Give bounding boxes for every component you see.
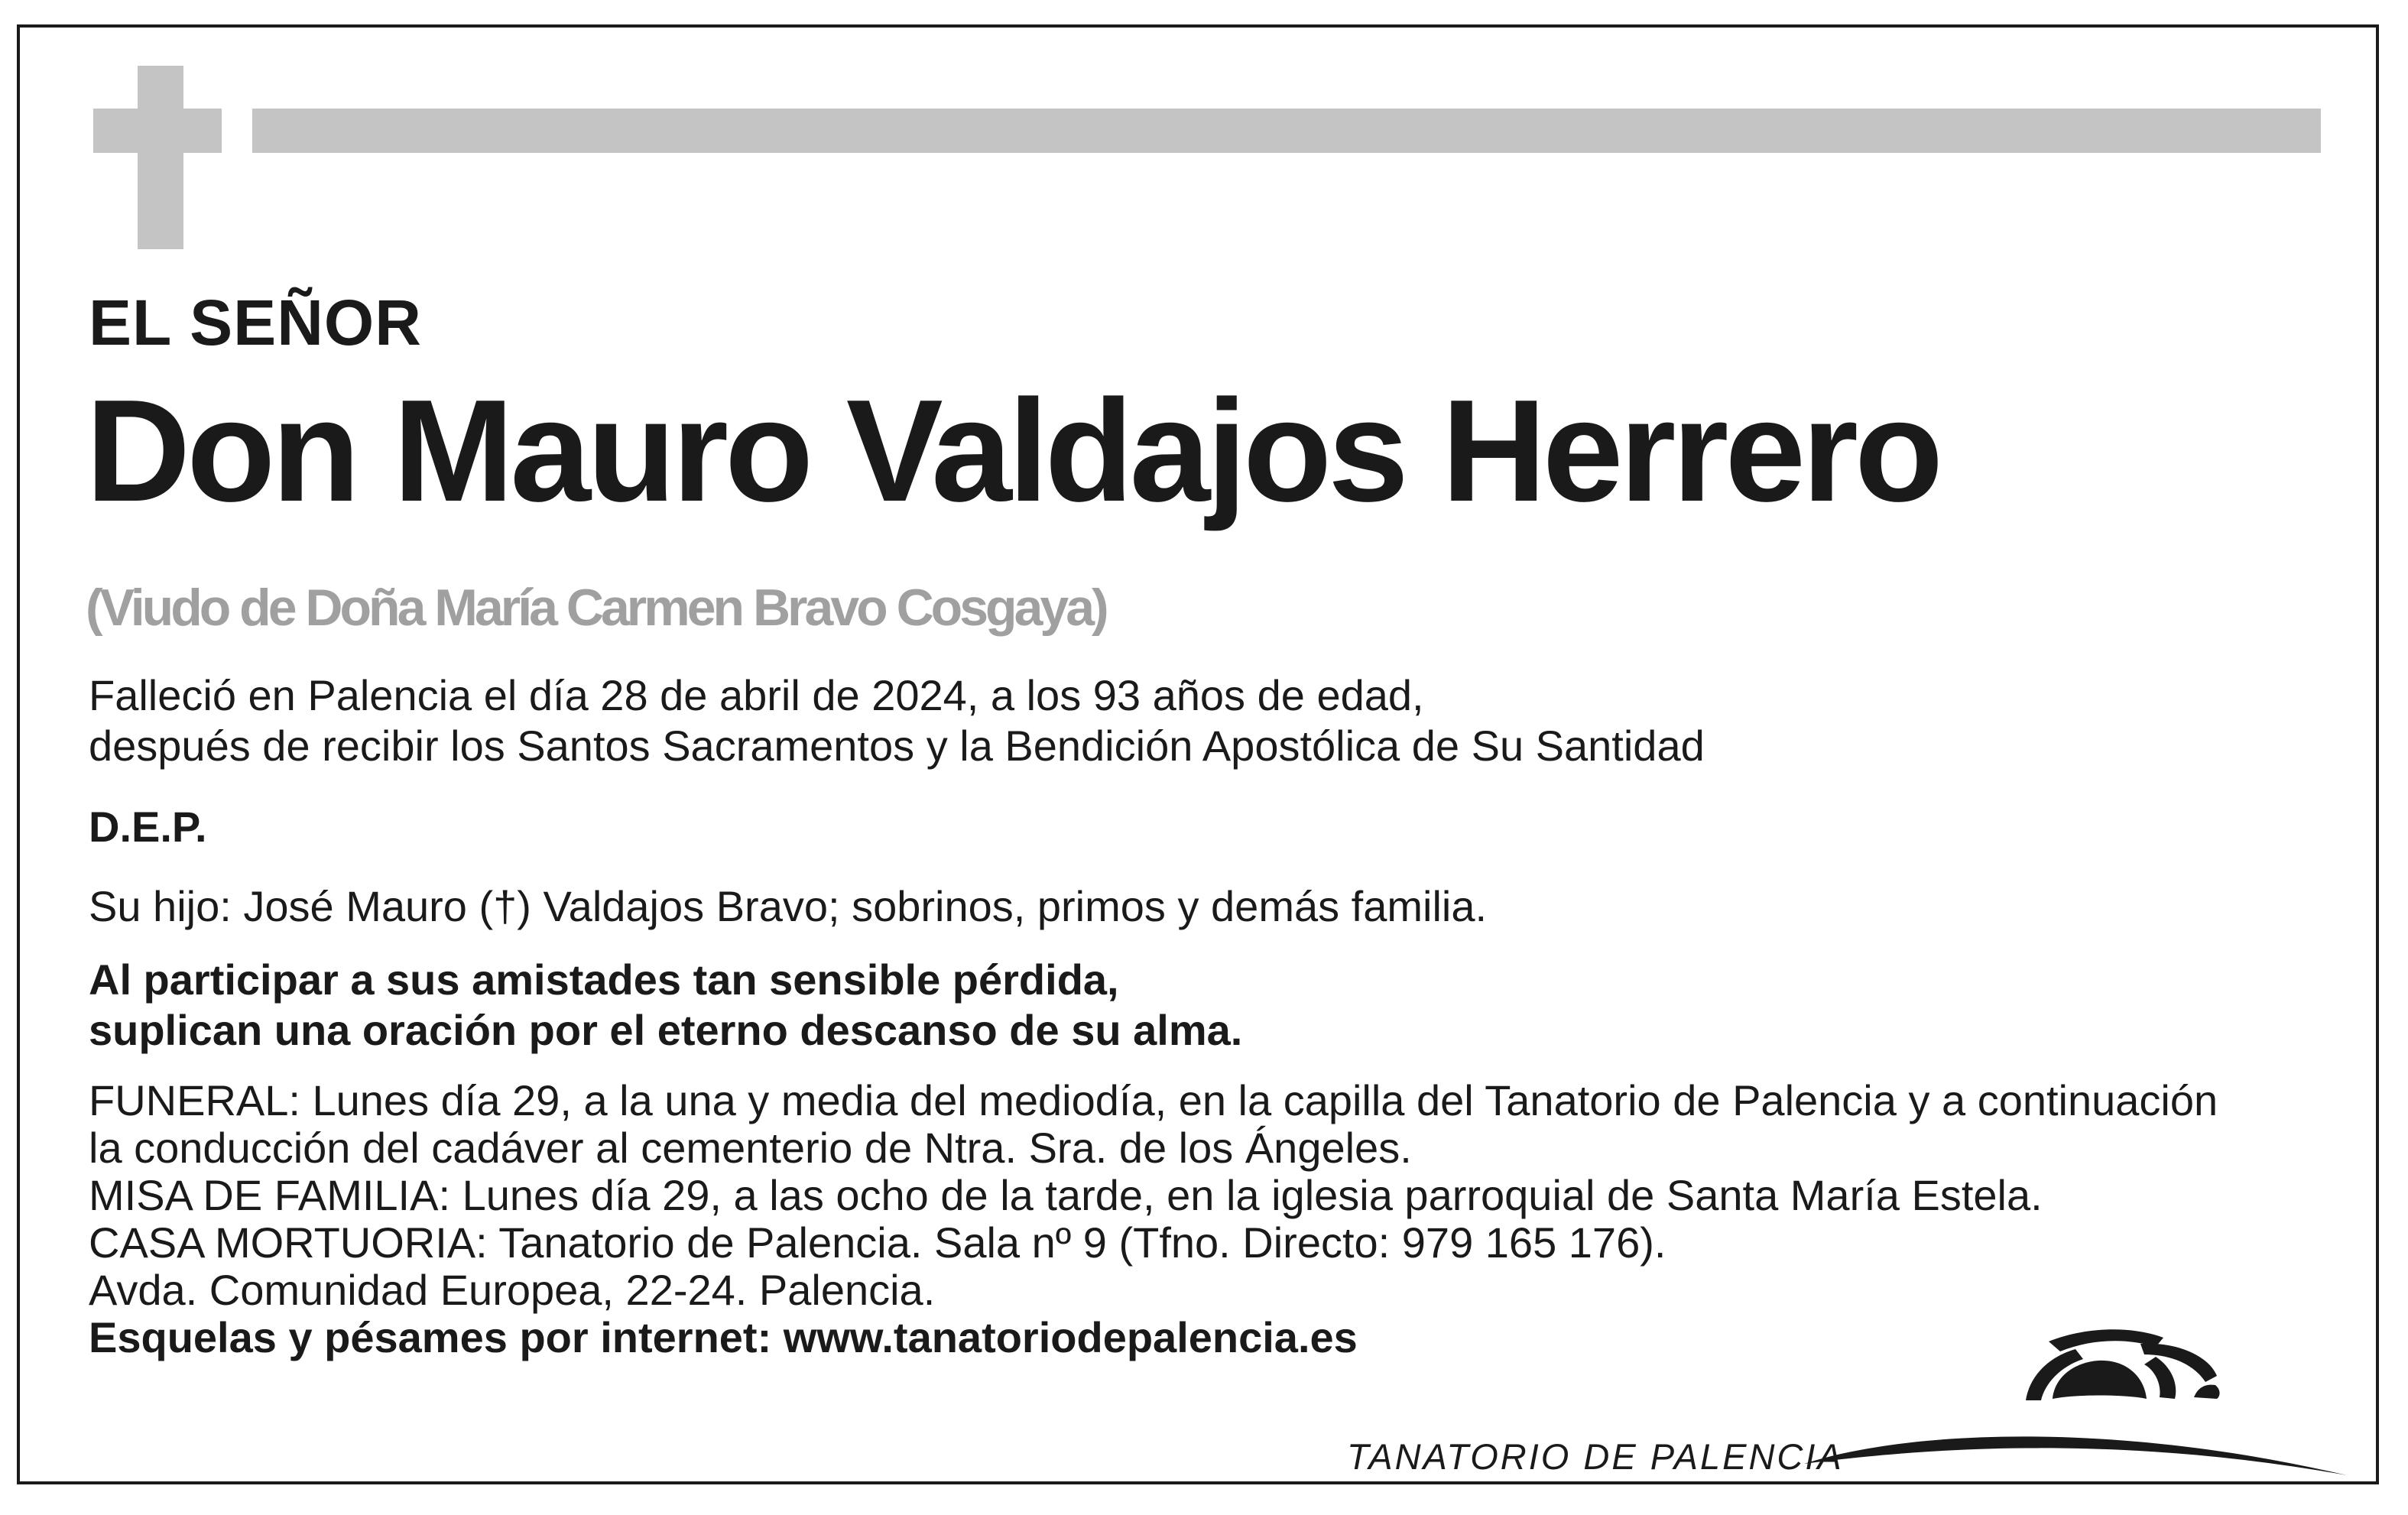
tanatorio-logo-icon	[1796, 1322, 2354, 1491]
notice-heading: EL SEÑOR	[89, 287, 422, 358]
widow-note: (Viudo de Doña María Carmen Bravo Cosgaya)	[86, 579, 1106, 637]
rip-label: D.E.P.	[89, 803, 207, 851]
request-line-1: Al participar a sus amistades tan sensible pérdida,	[89, 955, 1119, 1004]
funeral-line-2: la conducción del cadáver al cementerio de Ntra. Sra. de los Ángeles.	[89, 1124, 1412, 1172]
death-line-2: después de recibir los Santos Sacramentos y la Bendición Apostólica de Su Santidad	[89, 722, 1705, 770]
death-line-1: Falleció en Palencia el día 28 de abril de 2024, a los 93 años de edad,	[89, 671, 1424, 719]
cross-icon-vertical	[138, 66, 183, 249]
logo-text: TANATORIO DE PALENCIA	[1347, 1436, 1844, 1477]
mass-line: MISA DE FAMILIA: Lunes día 29, a las ocho de la tarde, en la iglesia parroquial de Santa María Estela.	[89, 1171, 2043, 1219]
family-line: Su hijo: José Mauro (†) Valdajos Bravo; sobrinos, primos y demás familia.	[89, 882, 1488, 930]
header-bar	[252, 109, 2321, 153]
cross-icon-horizontal	[93, 109, 222, 153]
internet-line: Esquelas y pésames por internet: www.tanatoriodepalencia.es	[89, 1313, 1358, 1361]
request-line-2: suplican una oración por el eterno descanso de su alma.	[89, 1006, 1243, 1054]
deceased-name: Don Mauro Valdajos Herrero	[86, 370, 1940, 532]
house-line: CASA MORTUORIA: Tanatorio de Palencia. Sala nº 9 (Tfno. Directo: 979 165 176).	[89, 1218, 1666, 1267]
funeral-line-1: FUNERAL: Lunes día 29, a la una y media del mediodía, en la capilla del Tanatorio de Palencia y a continuación	[89, 1076, 2218, 1124]
address-line: Avda. Comunidad Europea, 22-24. Palencia.	[89, 1266, 936, 1314]
